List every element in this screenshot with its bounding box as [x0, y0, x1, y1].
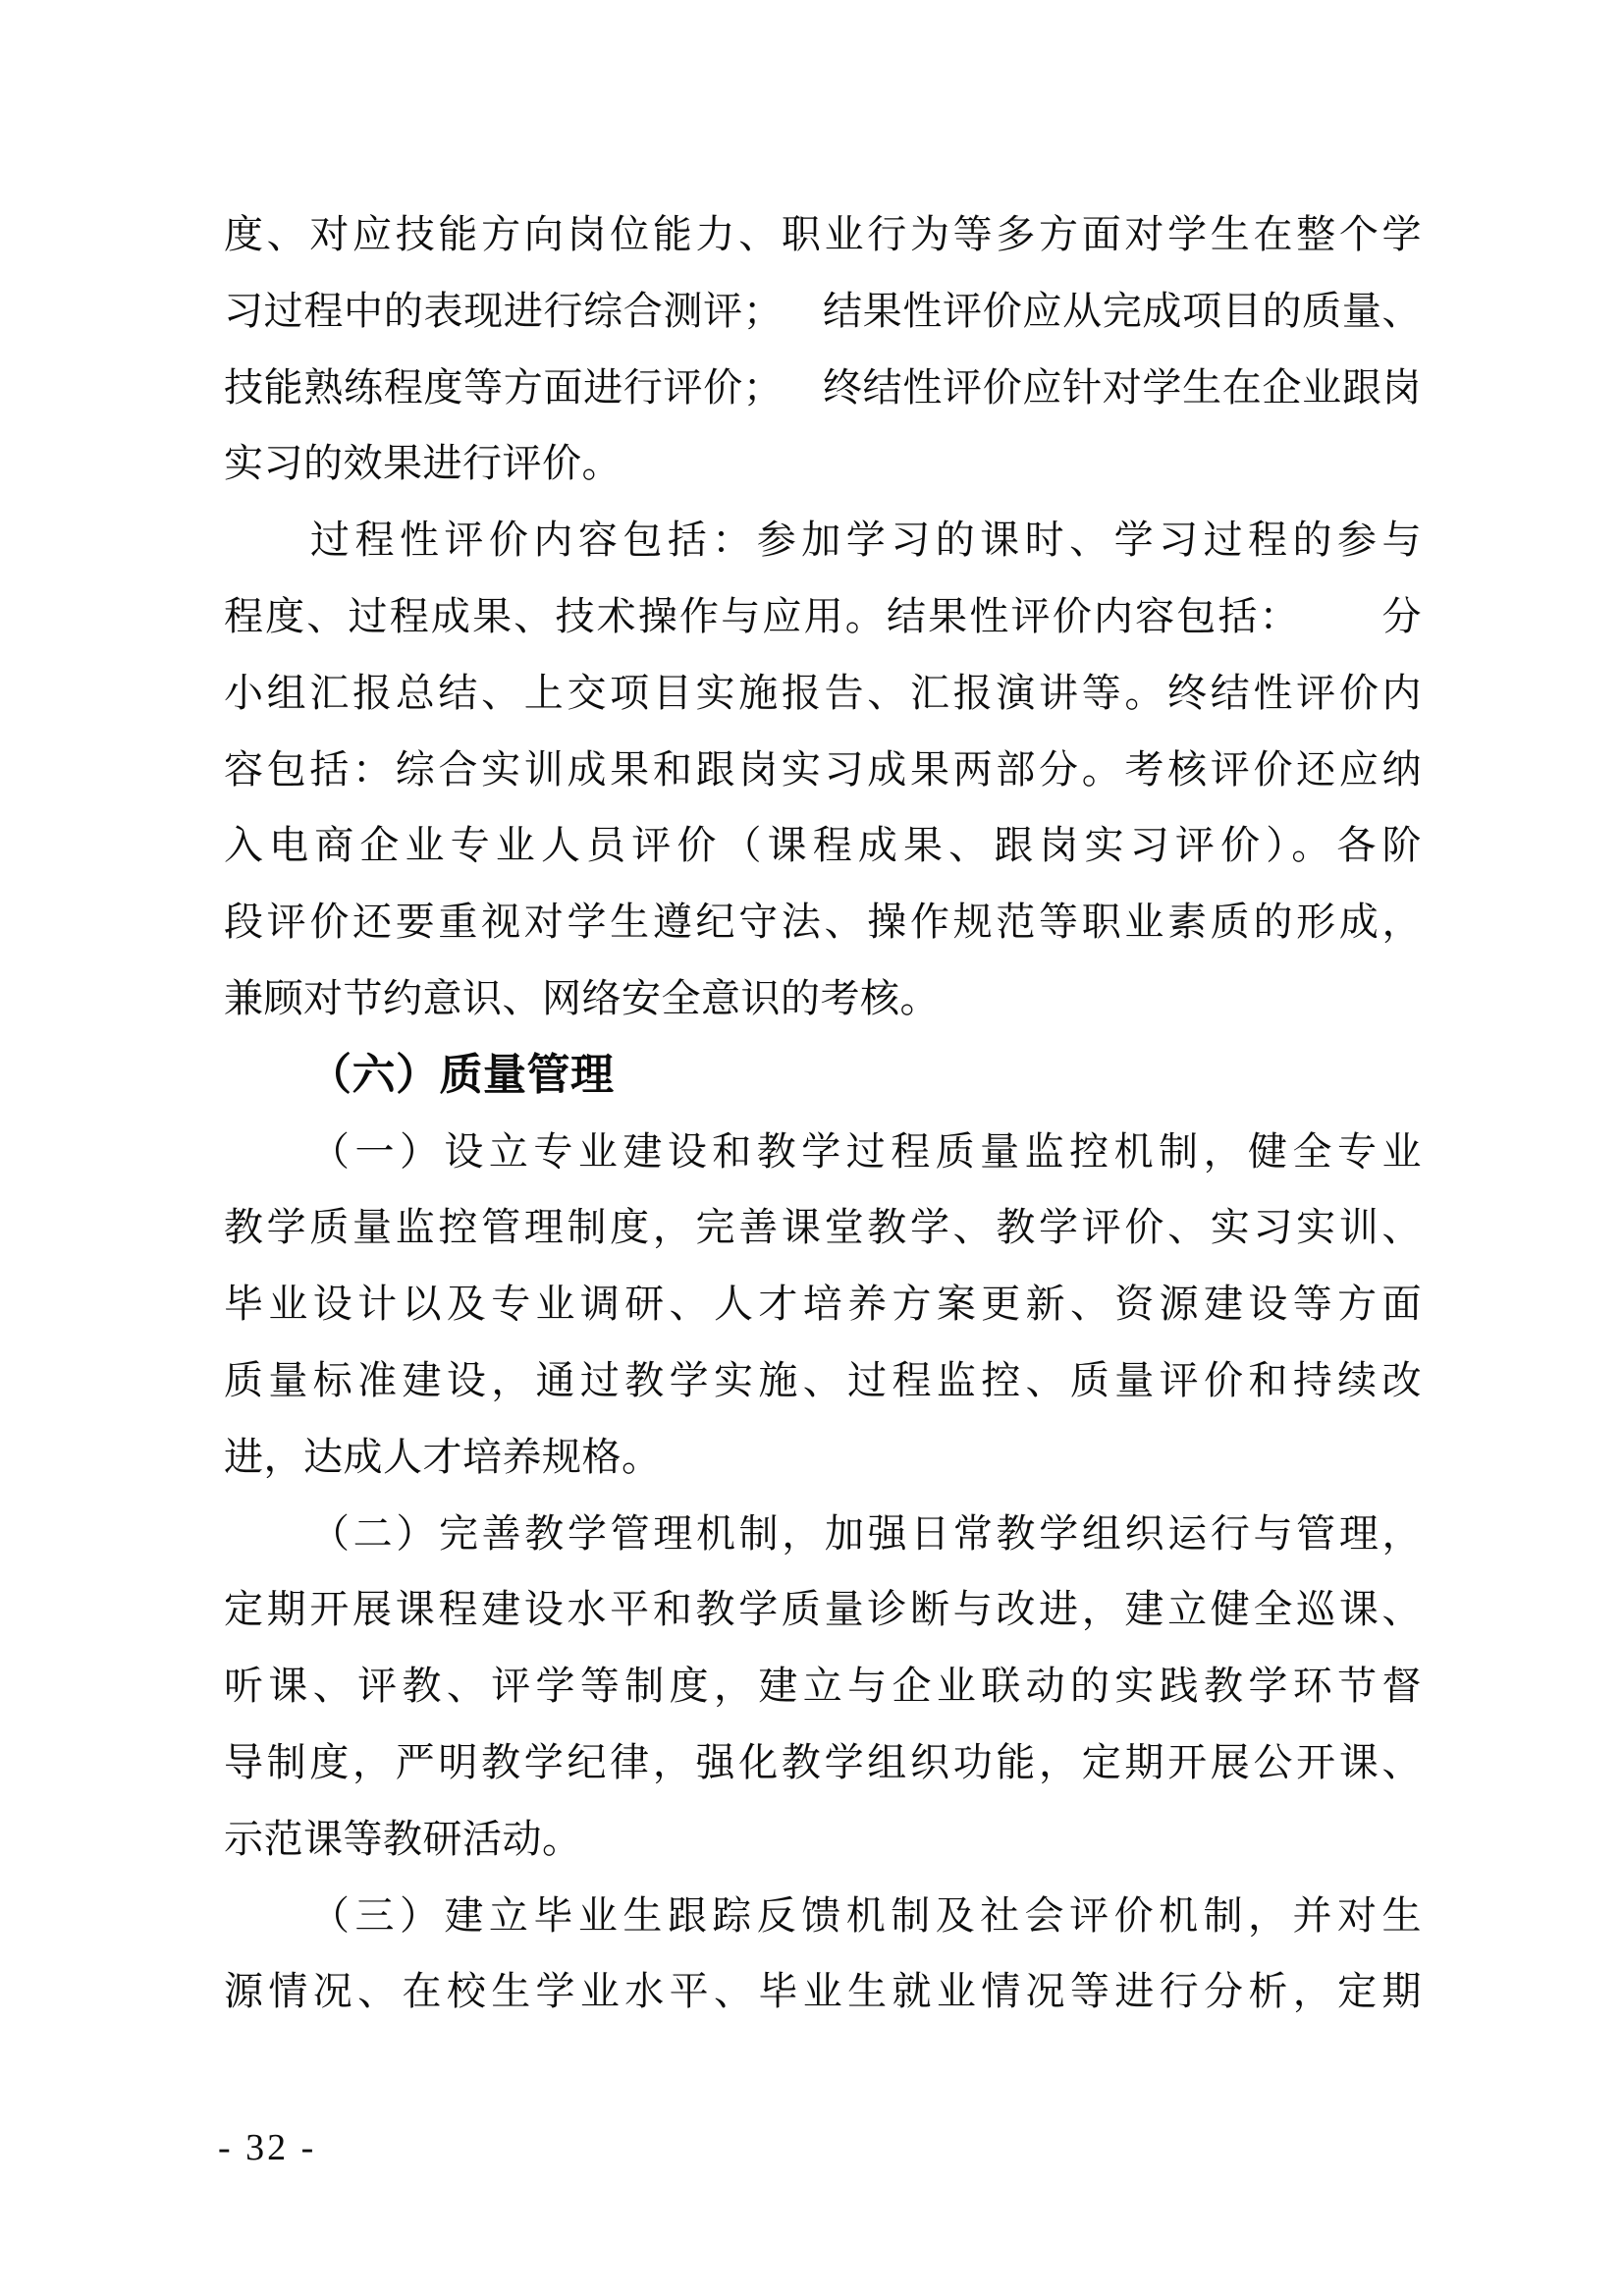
- text-line: 毕业设计以及专业调研、人才培养方案更新、资源建设等方面: [224, 1282, 1422, 1327]
- text-line: 听课、评教、评学等制度，建立与企业联动的实践教学环节督: [224, 1664, 1422, 1709]
- text-line: 导制度，严明教学纪律，强化教学组织功能，定期开展公开课、: [224, 1739, 1422, 1784]
- text-line: 习过程中的表现进行综合测评； 结果性评价应从完成项目的质量、: [224, 288, 1422, 333]
- document-body: [224, 196, 1422, 2030]
- page-number: - 32 -: [218, 2127, 317, 2168]
- text-line: 技能熟练程度等方面进行评价； 终结性评价应针对学生在企业跟岗: [224, 364, 1422, 410]
- text-line: 教学质量监控管理制度，完善课堂教学、教学评价、实习实训、: [224, 1205, 1422, 1250]
- text-line: 小组汇报总结、上交项目实施报告、汇报演讲等。终结性评价内: [224, 670, 1422, 715]
- text-line: 示范课等教研活动。: [224, 1816, 582, 1861]
- text-line: 过程性评价内容包括：参加学习的课时、学习过程的参与: [310, 518, 1422, 563]
- text-line: 定期开展课程建设水平和教学质量诊断与改进，建立健全巡课、: [224, 1587, 1422, 1632]
- text-line: （二）完善教学管理机制，加强日常教学组织运行与管理，: [310, 1510, 1422, 1556]
- text-line: 段评价还要重视对学生遵纪守法、操作规范等职业素质的形成，: [224, 900, 1422, 945]
- text-line: 质量标准建设，通过教学实施、过程监控、质量评价和持续改: [224, 1357, 1422, 1402]
- text-line: （一）设立专业建设和教学过程质量监控机制，健全专业: [310, 1128, 1422, 1174]
- text-line: 程度、过程成果、技术操作与应用。结果性评价内容包括： 分: [224, 593, 1422, 638]
- text-line: 度、对应技能方向岗位能力、职业行为等多方面对学生在整个学: [224, 212, 1422, 256]
- text-line: 进，达成人才培养规格。: [224, 1434, 662, 1479]
- text-line: （三）建立毕业生跟踪反馈机制及社会评价机制，并对生: [310, 1892, 1422, 1938]
- text-line: 实习的效果进行评价。: [224, 441, 622, 486]
- section-heading: （六）质量管理: [308, 1050, 615, 1099]
- text-line: 兼顾对节约意识、网络安全意识的考核。: [224, 975, 940, 1020]
- text-line: 源情况、在校生学业水平、毕业生就业情况等进行分析，定期: [224, 1969, 1422, 2014]
- text-line: 入电商企业专业人员评价（课程成果、跟岗实习评价）。各阶: [224, 823, 1422, 868]
- text-line: 容包括：综合实训成果和跟岗实习成果两部分。考核评价还应纳: [224, 746, 1422, 792]
